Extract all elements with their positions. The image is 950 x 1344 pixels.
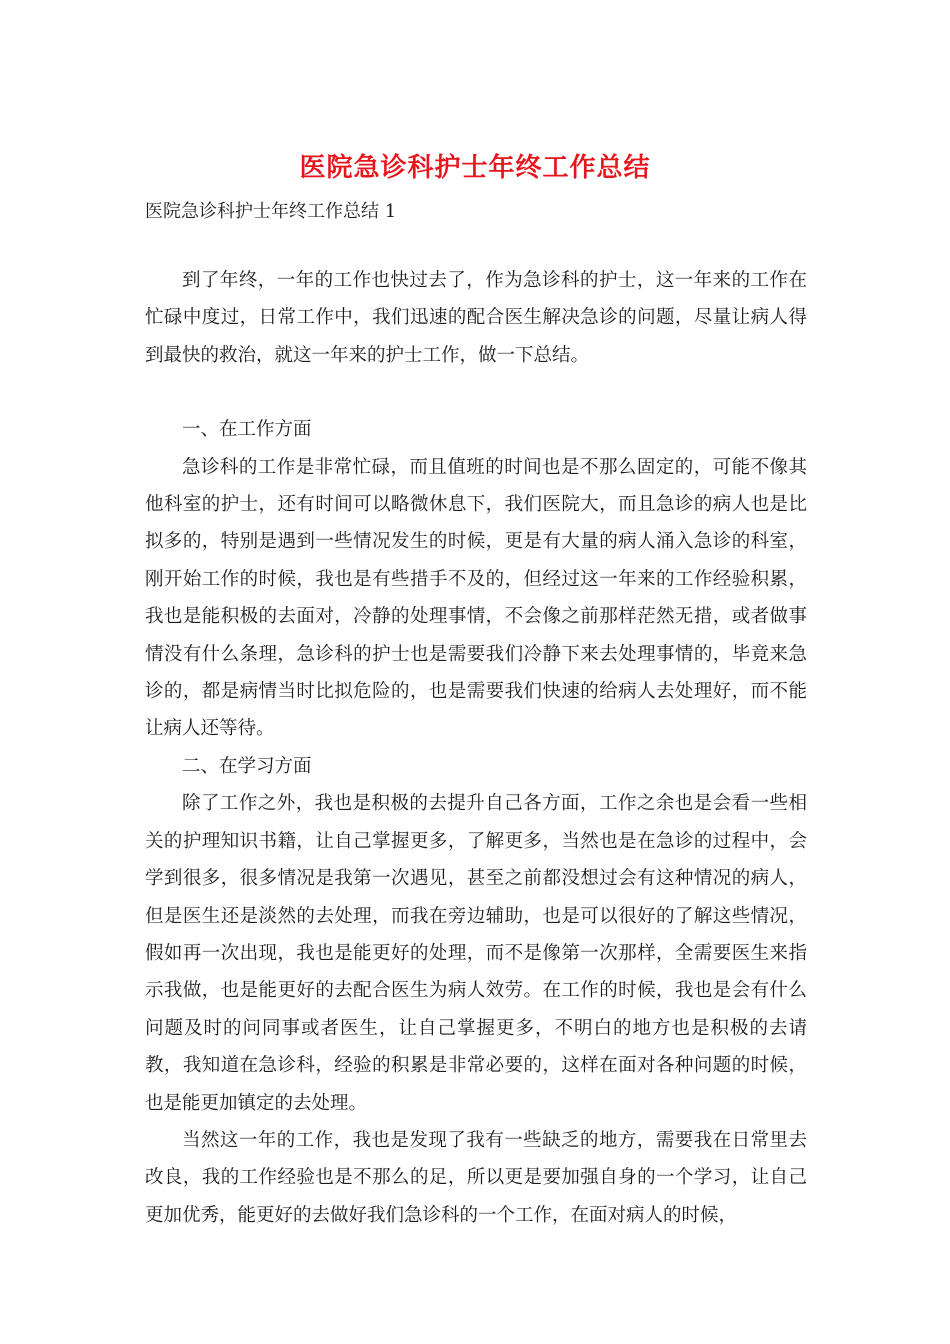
section-heading-study: 二、在学习方面 (182, 755, 312, 777)
section-heading-work: 一、在工作方面 (182, 419, 312, 441)
study-paragraph: 除了工作之外，我也是积极的去提升自己各方面，工作之余也是会看一些相关的护理知识书籍，让自己掌握更多，了解更多，当然也是在急诊的过程中，会学到很多，很多情况是我第一次遇见，甚至之前都没想过会有这种情况的病人，但是医生还是淡然的去处理，而我在旁边辅助，也是可以很好的了解这些情况，假如再一次出现，我也是能更好的处理，而不是像第一次那样，全需要医生来指示我做，也是能更好的去配合医生为病人效劳。在工作的时候，我也是会有什么问题及时的问同事或者医生，让自己掌握更多，不明白的地方也是积极的去请教，我知道在急诊科，经验的积累是非常必要的，这样在面对各种问题的时候，也是能更加镇定的去处理。 (145, 793, 807, 1114)
work-paragraph: 急诊科的工作是非常忙碌，而且值班的时间也是不那么固定的，可能不像其他科室的护士，还有时间可以略微休息下，我们医院大，而且急诊的病人也是比拟多的，特别是遇到一些情况发生的时候，更是有大量的病人涌入急诊的科室，刚开始工作的时候，我也是有些措手不及的，但经过这一年来的工作经验积累，我也是能积极的去面对，冷静的处理事情，不会像之前那样茫然无措，或者做事情没有什么条理，急诊科的护士也是需要我们冷静下来去处理事情的，毕竟来急诊的，都是病情当时比拟危险的，也是需要我们快速的给病人去处理好，而不能让病人还等待。 (145, 456, 807, 740)
paragraph-spacer (145, 374, 807, 411)
document-title: 医院急诊科护士年终工作总结 (299, 153, 651, 183)
intro-paragraph: 到了年终，一年的工作也快过去了，作为急诊科的护士，这一年来的工作在忙碌中度过，日常工作中，我们迅速的配合医生解决急诊的问题，尽量让病人得到最快的救治，就这一年来的护士工作，做一下总结。 (145, 270, 807, 366)
document-body (145, 262, 807, 1234)
document-subtitle: 医院急诊科护士年终工作总结 1 (145, 201, 397, 222)
shortcomings-paragraph: 当然这一年的工作，我也是发现了我有一些缺乏的地方，需要我在日常里去改良，我的工作经验也是不那么的足，所以更是要加强自身的一个学习，让自己更加优秀，能更好的去做好我们急诊科的一个工作，在面对病人的时候， (145, 1129, 807, 1226)
